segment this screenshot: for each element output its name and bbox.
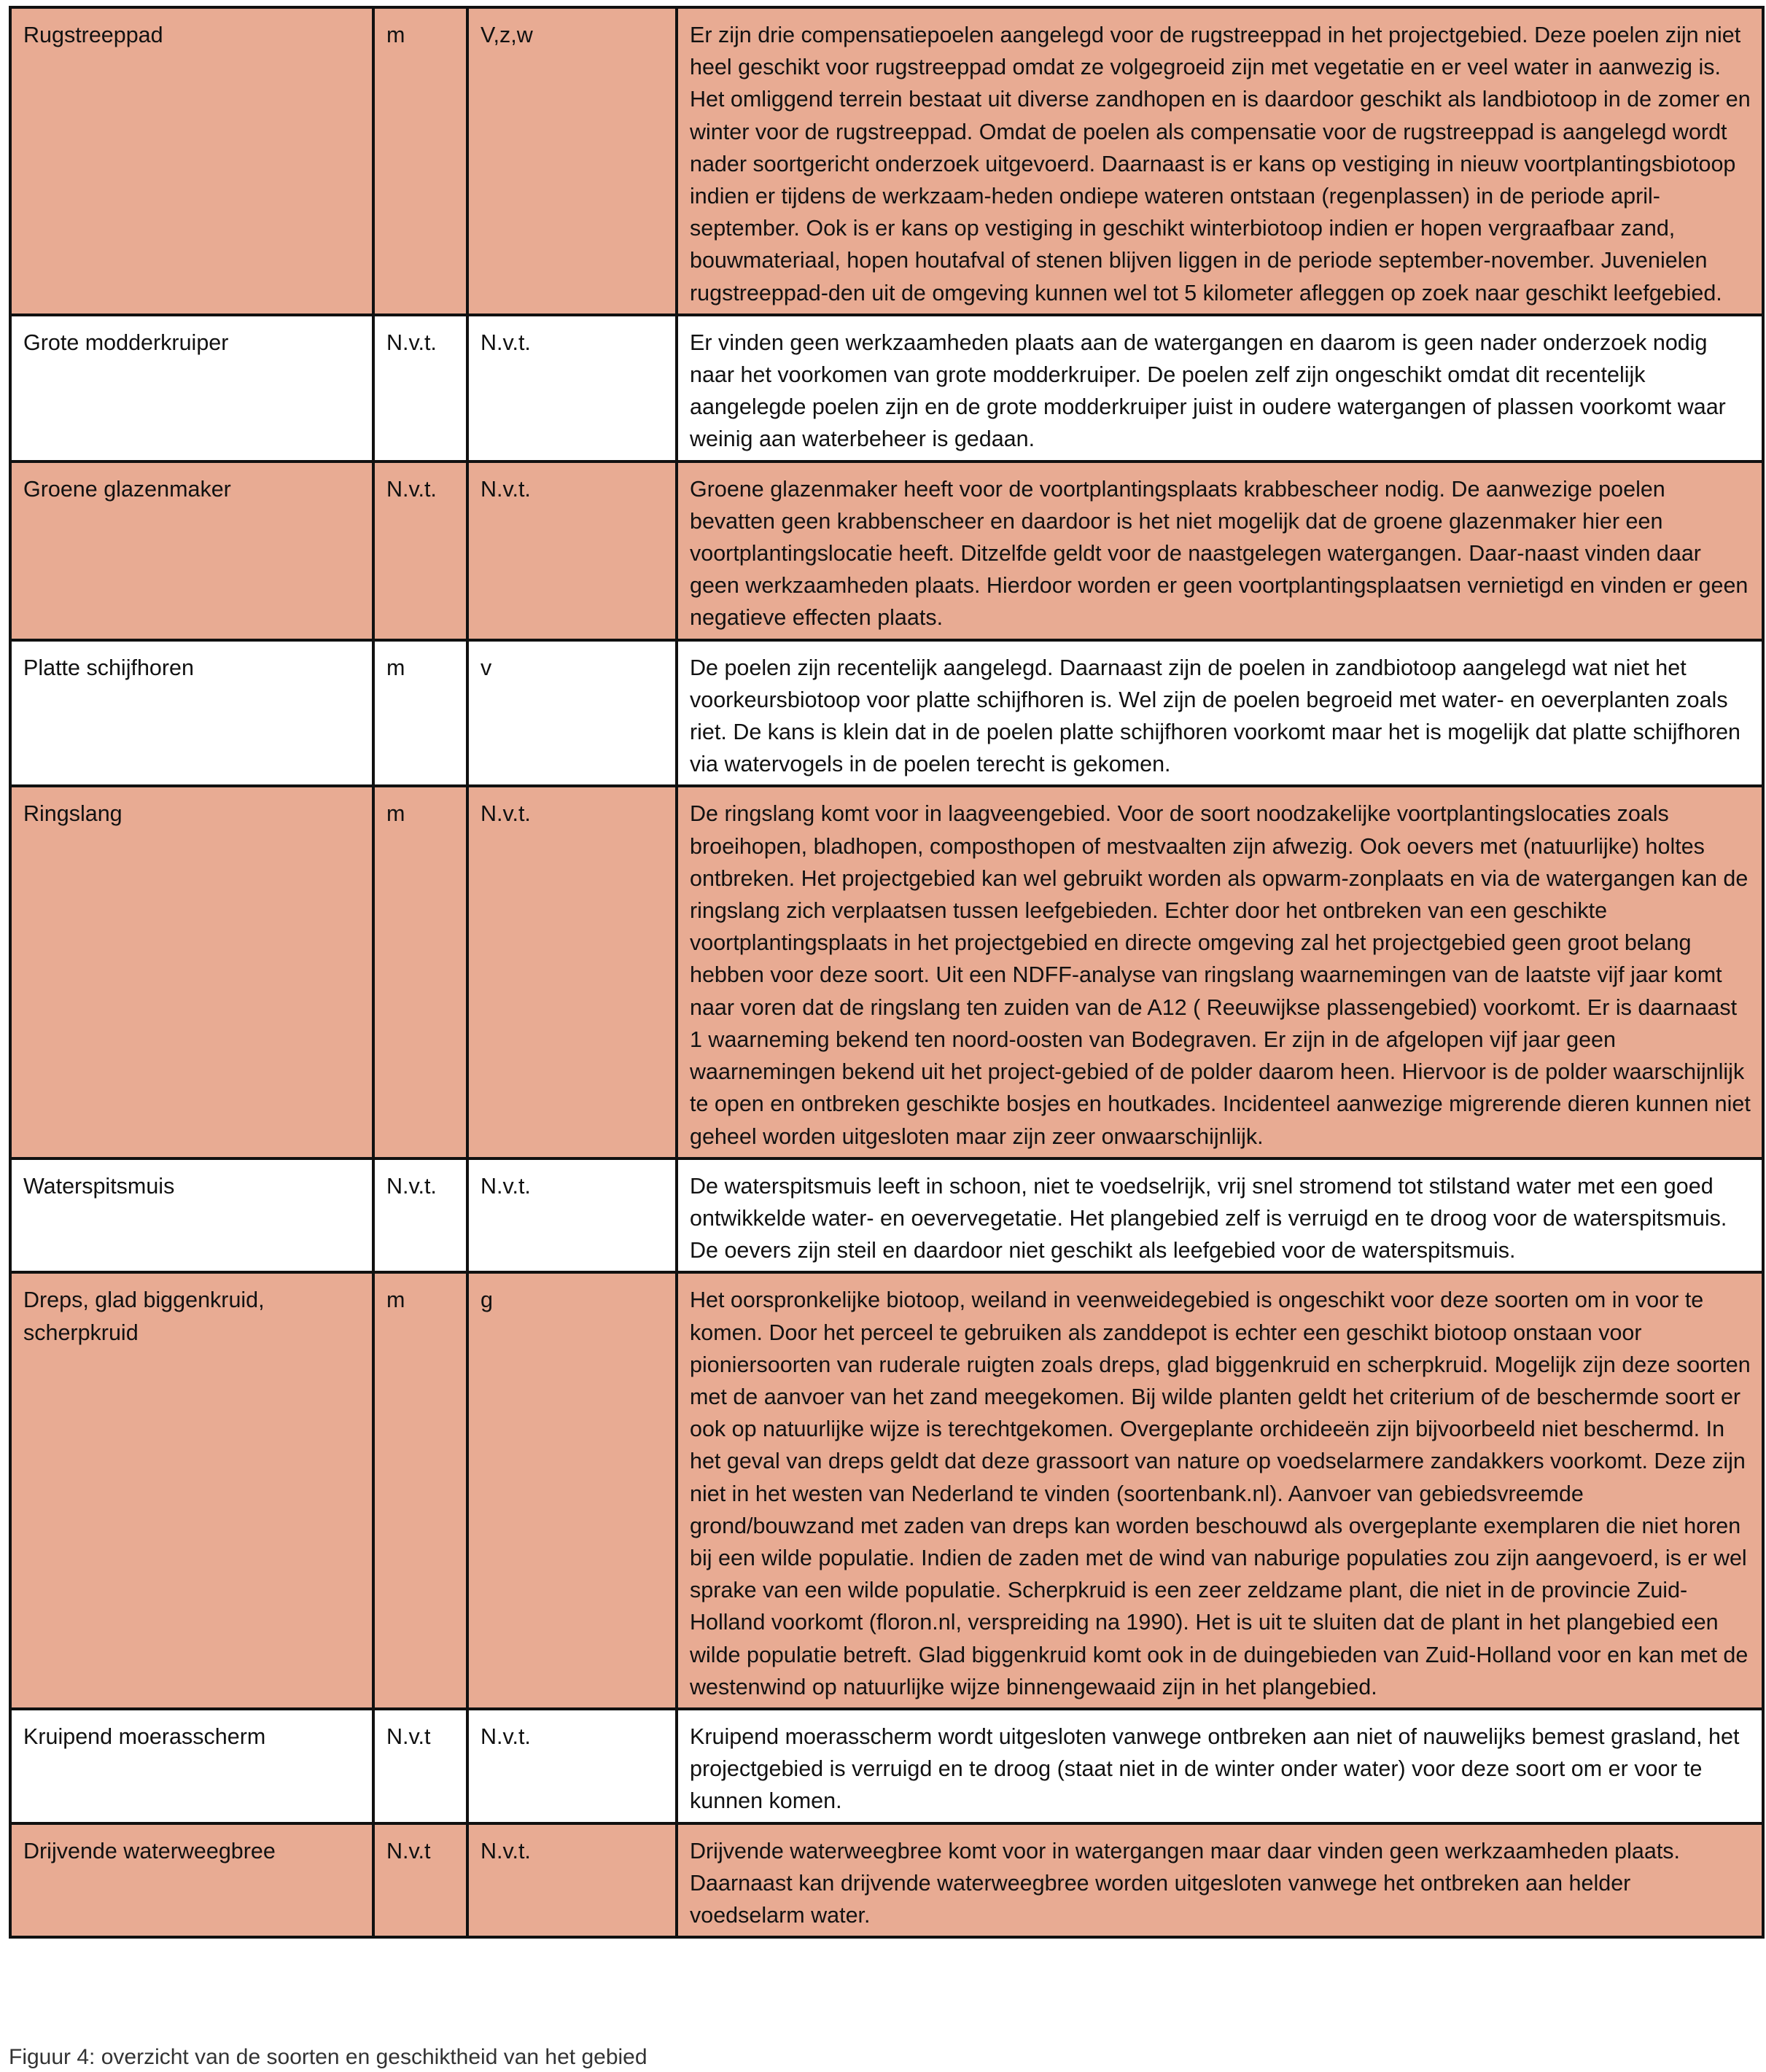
description-cell: De poelen zijn recentelijk aangelegd. Daarnaast zijn de poelen in zandbiotoop aangelegd wat niet het voorkeursbiotoop voor platte schijfhoren is. Wel zijn de poelen begroeid met water- en oeverplanten zoals riet. De kans is klein dat in de poelen platte schijfhoren voorkomt maar het is mogelijk dat platte schijfhoren via watervogels in de poelen terecht is gekomen. bbox=[677, 640, 1763, 787]
table-row bbox=[10, 786, 1763, 1158]
function-cell: V,z,w bbox=[467, 7, 677, 315]
occurrence-cell: N.v.t bbox=[373, 1709, 467, 1823]
description-cell: Kruipend moerasscherm wordt uitgesloten vanwege ontbreken aan niet of nauwelijks bemest grasland, het projectgebied is verruigd en te droog (staat niet in de winter onder water) voor deze soort om er voor te kunnen komen. bbox=[677, 1709, 1763, 1823]
figure-caption: Figuur 4: overzicht van de soorten en geschiktheid van het gebied bbox=[9, 2045, 647, 2069]
function-cell: N.v.t. bbox=[467, 1823, 677, 1938]
description-cell: De ringslang komt voor in laagveengebied. Voor de soort noodzakelijke voortplantingslocaties zoals broeihopen, bladhopen, composthopen of mestvaalten zijn afwezig. Ook oevers met (natuurlijke) holtes ontbreken. Het projectgebied kan wel gebruikt worden als opwarm-zonplaats en via de watergangen kan de ringslang zich verplaatsen tussen leefgebieden. Echter door het ontbreken van een geschikte voortplantingsplaats in het projectgebied en directe omgeving zal het projectgebied geen groot belang hebben voor deze soort. Uit een NDFF-analyse van ringslang waarnemingen van de laatste vijf jaar komt naar voren dat de ringslang ten zuiden van de A12 ( Reeuwijkse plassengebied) voorkomt. Er is daarnaast 1 waarneming bekend ten noord-oosten van Bodegraven. Er zijn in de afgelopen vijf jaar geen waarnemingen bekend uit het project-gebied of de polder daarom heen. Hiervoor is de polder waarschijnlijk te open en ontbreken geschikte bosjes en houtkades. Incidenteel aanwezige migrerende dieren kunnen niet geheel worden uitgesloten maar zijn zeer onwaarschijnlijk. bbox=[677, 786, 1763, 1158]
species-name-cell: Drijvende waterweegbree bbox=[10, 1823, 373, 1938]
occurrence-cell: m bbox=[373, 786, 467, 1158]
species-name-cell: Platte schijfhoren bbox=[10, 640, 373, 787]
table-row bbox=[10, 640, 1763, 787]
species-name-cell: Grote modderkruiper bbox=[10, 315, 373, 461]
function-cell: N.v.t. bbox=[467, 1709, 677, 1823]
table-row bbox=[10, 7, 1763, 315]
table-row bbox=[10, 1158, 1763, 1273]
occurrence-cell: m bbox=[373, 7, 467, 315]
table-row bbox=[10, 461, 1763, 640]
description-cell: Drijvende waterweegbree komt voor in watergangen maar daar vinden geen werkzaamheden plaats. Daarnaast kan drijvende waterweegbree worden uitgesloten vanwege het ontbreken aan helder voedselarm water. bbox=[677, 1823, 1763, 1938]
table-row bbox=[10, 1709, 1763, 1823]
table-row bbox=[10, 1823, 1763, 1938]
description-cell: Groene glazenmaker heeft voor de voortplantingsplaats krabbescheer nodig. De aanwezige poelen bevatten geen krabbenscheer en daardoor is het niet mogelijk dat de groene glazenmaker hier een voortplantingslocatie heeft. Ditzelfde geldt voor de naastgelegen watergangen. Daar-naast vinden daar geen werkzaamheden plaats. Hierdoor worden er geen voortplantingsplaatsen vernietigd en vinden er geen negatieve effecten plaats. bbox=[677, 461, 1763, 640]
species-table bbox=[9, 6, 1765, 1939]
species-name-cell: Dreps, glad biggenkruid, scherpkruid bbox=[10, 1272, 373, 1709]
function-cell: g bbox=[467, 1272, 677, 1709]
species-name-cell: Kruipend moerasscherm bbox=[10, 1709, 373, 1823]
function-cell: N.v.t. bbox=[467, 1158, 677, 1273]
species-name-cell: Ringslang bbox=[10, 786, 373, 1158]
occurrence-cell: N.v.t. bbox=[373, 315, 467, 461]
function-cell: v bbox=[467, 640, 677, 787]
description-cell: Er vinden geen werkzaamheden plaats aan de watergangen en daarom is geen nader onderzoek nodig naar het voorkomen van grote modderkruiper. De poelen zelf zijn ongeschikt omdat dit recentelijk aangelegde poelen zijn en de grote modderkruiper juist in oudere watergangen of plassen voorkomt waar weinig aan waterbeheer is gedaan. bbox=[677, 315, 1763, 461]
species-name-cell: Rugstreeppad bbox=[10, 7, 373, 315]
function-cell: N.v.t. bbox=[467, 315, 677, 461]
occurrence-cell: N.v.t. bbox=[373, 461, 467, 640]
function-cell: N.v.t. bbox=[467, 786, 677, 1158]
description-cell: De waterspitsmuis leeft in schoon, niet te voedselrijk, vrij snel stromend tot stilstand water met een goed ontwikkelde water- en oevervegetatie. Het plangebied zelf is verruigd en te droog voor de waterspitsmuis. De oevers zijn steil en daardoor niet geschikt als leefgebied voor de waterspitsmuis. bbox=[677, 1158, 1763, 1273]
description-cell: Het oorspronkelijke biotoop, weiland in veenweidegebied is ongeschikt voor deze soorten om in voor te komen. Door het perceel te gebruiken als zanddepot is echter een geschikt biotoop onstaan voor pioniersoorten van ruderale ruigten zoals dreps, glad biggenkruid en scherpkruid. Mogelijk zijn deze soorten met de aanvoer van het zand meegekomen. Bij wilde planten geldt het criterium of de beschermde soort er ook op natuurlijke wijze is terechtgekomen. Overgeplante orchideeën zijn bijvoorbeeld niet beschermd. In het geval van dreps geldt dat deze grassoort van nature op voedselarmere zandakkers voorkomt. Deze zijn niet in het westen van Nederland te vinden (soortenbank.nl). Aanvoer van gebiedsvreemde grond/bouwzand met zaden van dreps kan worden beschouwd als overgeplante exemplaren die niet horen bij een wilde populatie. Indien de zaden met de wind van naburige populaties zou zijn aangevoerd, is er wel sprake van een wilde populatie. Scherpkruid is een zeer zeldzame plant, die niet in de provincie Zuid-Holland voorkomt (floron.nl, verspreiding na 1990). Het is uit te sluiten dat de plant in het plangebied een wilde populatie betreft. Glad biggenkruid komt ook in de duingebieden van Zuid-Holland voor en kan met de westenwind op natuurlijke wijze binnengewaaid zijn in het plangebied. bbox=[677, 1272, 1763, 1709]
occurrence-cell: N.v.t bbox=[373, 1823, 467, 1938]
table-row bbox=[10, 1272, 1763, 1709]
occurrence-cell: m bbox=[373, 1272, 467, 1709]
table-row bbox=[10, 315, 1763, 461]
occurrence-cell: N.v.t. bbox=[373, 1158, 467, 1273]
species-table-body bbox=[10, 7, 1763, 1937]
function-cell: N.v.t. bbox=[467, 461, 677, 640]
description-cell: Er zijn drie compensatiepoelen aangelegd voor de rugstreeppad in het projectgebied. Deze poelen zijn niet heel geschikt voor rugstreeppad omdat ze volgegroeid zijn met vegetatie en er veel water in aanwezig is. Het omliggend terrein bestaat uit diverse zandhopen en is daardoor geschikt als landbiotoop in de zomer en winter voor de rugstreeppad. Omdat de poelen als compensatie voor de rugstreeppad is aangelegd wordt nader soortgericht onderzoek uitgevoerd. Daarnaast is er kans op vestiging in nieuw voortplantingsbiotoop indien er tijdens de werkzaam-heden ondiepe wateren ontstaan (regenplassen) in de periode april-september. Ook is er kans op vestiging in geschikt winterbiotoop indien er hopen vergraafbaar zand, bouwmateriaal, hopen houtafval of stenen blijven liggen in de periode september-november. Juvenielen rugstreeppad-den uit de omgeving kunnen wel tot 5 kilometer afleggen op zoek naar geschikt leefgebied. bbox=[677, 7, 1763, 315]
species-name-cell: Groene glazenmaker bbox=[10, 461, 373, 640]
species-name-cell: Waterspitsmuis bbox=[10, 1158, 373, 1273]
occurrence-cell: m bbox=[373, 640, 467, 787]
